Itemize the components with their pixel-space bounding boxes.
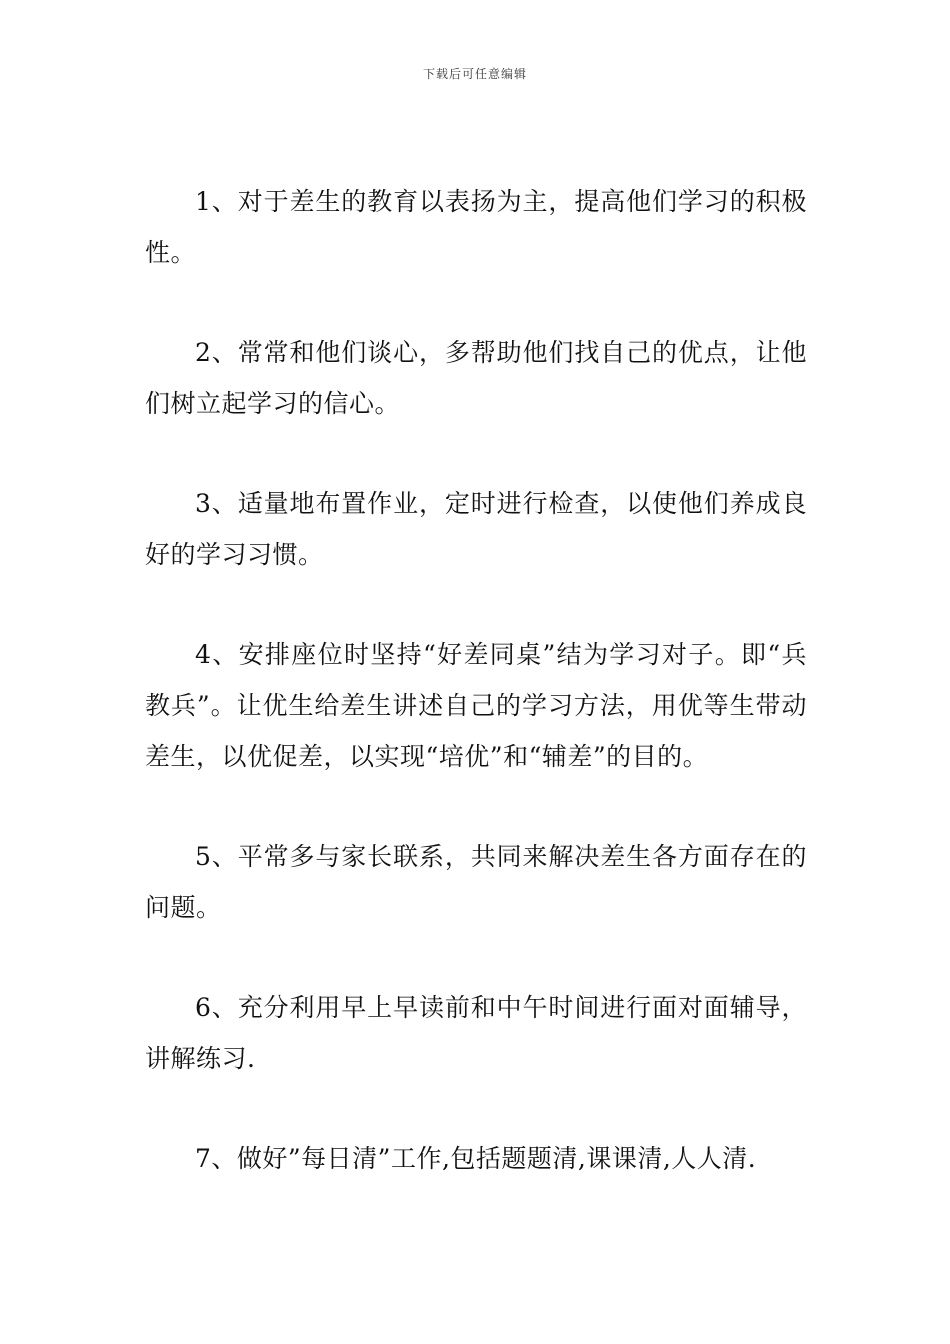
- paragraph-2: 2、常常和他们谈心，多帮助他们找自己的优点，让他们树立起学习的信心。: [145, 338, 807, 418]
- document-body: [145, 176, 807, 1233]
- paragraph-5: 5、平常多与家长联系，共同来解决差生各方面存在的问题。: [145, 842, 807, 922]
- paragraph-1: 1、对于差生的教育以表扬为主，提高他们学习的积极性。: [145, 187, 807, 267]
- paragraph-7: 7、做好”每日清”工作,包括题题清,课课清,人人清.: [195, 1144, 757, 1173]
- paragraph-4: 4、安排座位时坚持“好差同桌”结为学习对子。即“兵教兵”。让优生给差生讲述自己的学习方法，用优等生带动差生，以优促差，以实现“培优”和“辅差”的目的。: [145, 640, 807, 771]
- paragraph-3: 3、适量地布置作业，定时进行检查，以使他们养成良好的学习习惯。: [145, 489, 807, 569]
- page-header-note: 下载后可任意编辑: [422, 67, 527, 81]
- paragraph-6: 6、充分利用早上早读前和中午时间进行面对面辅导，讲解练习.: [145, 993, 807, 1073]
